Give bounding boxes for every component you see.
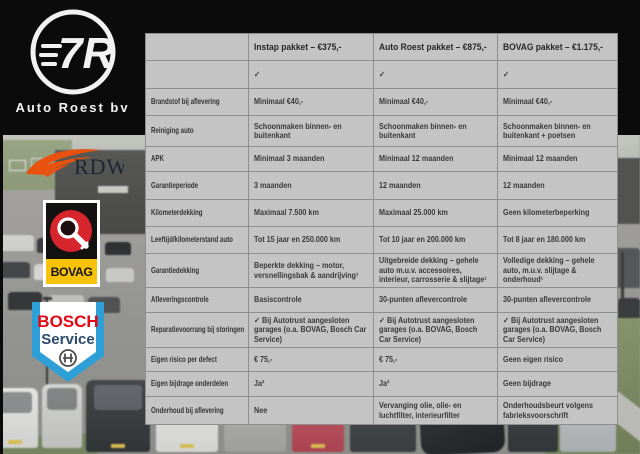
feature-label [146, 288, 249, 313]
feature-cell-text: Tot 8 jaar en 180.000 km [503, 235, 586, 245]
feature-cell [498, 116, 618, 147]
feature-cell [249, 348, 374, 372]
feature-label [146, 348, 249, 372]
feature-label-text: APK [151, 154, 164, 164]
table-row [146, 254, 618, 288]
feature-label [146, 313, 249, 348]
column-header-label: Instap pakket – €375,- [254, 41, 342, 52]
feature-cell-text: Ja² [379, 379, 390, 389]
table-row [146, 348, 618, 372]
feature-cell [249, 89, 374, 116]
feature-cell [498, 89, 618, 116]
feature-cell [498, 397, 618, 425]
feature-cell [249, 172, 374, 200]
feature-cell-text: ✓ [379, 69, 386, 79]
feature-cell [374, 227, 498, 254]
feature-cell [498, 227, 618, 254]
feature-cell [249, 313, 374, 348]
table-row [146, 61, 618, 89]
feature-cell-text: 12 maanden [503, 180, 545, 190]
table-header-row [146, 34, 618, 61]
feature-cell [374, 172, 498, 200]
feature-cell [249, 147, 374, 172]
feature-cell-text: Schoonmaken binnen- en buitenkant [254, 121, 342, 140]
bovag-logo-icon [43, 200, 100, 287]
feature-label-text: Garantiedekking [151, 265, 200, 275]
feature-cell-text: Vervanging olie, olie- en luchtfilter, interieurfilter [379, 401, 462, 420]
bosch-service-logo-icon [32, 302, 104, 387]
feature-cell-text: Ja² [254, 379, 265, 389]
bovag-label: BOVAG [50, 264, 93, 279]
feature-cell [498, 172, 618, 200]
feature-cell-text: Volledige dekking – gehele auto, m.u.v. slijtage & onderhoud¹ [503, 256, 595, 285]
feature-label-text: Garantieperiode [151, 180, 199, 190]
feature-cell [374, 61, 498, 89]
svg-text:BOSCH: BOSCH [37, 312, 99, 331]
auto-roest-brand-block [0, 0, 145, 135]
feature-cell [498, 254, 618, 288]
car-silhouette [0, 388, 38, 448]
package-column-header [374, 34, 498, 61]
feature-label-text: Brandstof bij aflevering [151, 97, 220, 107]
feature-cell [374, 89, 498, 116]
feature-cell-text: Nee [254, 405, 268, 415]
feature-cell [498, 288, 618, 313]
feature-label [146, 147, 249, 172]
feature-cell [374, 313, 498, 348]
car-silhouette [106, 268, 134, 282]
feature-cell-text: Tot 15 jaar en 250.000 km [254, 235, 341, 245]
company-name: Auto Roest bv [15, 100, 130, 115]
car-silhouette [105, 242, 131, 255]
car-silhouette [42, 384, 82, 448]
feature-cell-text: Beperkte dekking – motor, versnellingsbak & aandrijving¹ [254, 261, 359, 280]
svg-text:7R: 7R [57, 29, 114, 78]
feature-cell [374, 348, 498, 372]
feature-cell-text: € 75,- [254, 354, 273, 364]
table-row [146, 200, 618, 227]
feature-cell [498, 348, 618, 372]
feature-cell [498, 147, 618, 172]
table-row [146, 313, 618, 348]
car-silhouette [0, 235, 34, 251]
feature-label [146, 227, 249, 254]
feature-cell-text: 12 maanden [379, 180, 421, 190]
feature-cell [249, 116, 374, 147]
feature-cell [249, 254, 374, 288]
package-column-header [498, 34, 618, 61]
column-header-label: BOVAG pakket – €1.175,- [503, 41, 604, 52]
feature-label-text: Kilometerdekking [151, 208, 203, 218]
feature-label-text: Eigen bijdrage onderdelen [151, 379, 229, 389]
feature-cell [374, 116, 498, 147]
feature-cell [249, 227, 374, 254]
feature-cell-text: 3 maanden [254, 180, 292, 190]
svg-text:RDW: RDW [74, 154, 124, 179]
table-row [146, 372, 618, 397]
package-column-header [249, 34, 374, 61]
feature-cell [249, 397, 374, 425]
feature-cell-text: Geen kilometerbeperking [503, 208, 590, 218]
feature-cell-text: Geen eigen risico [503, 354, 564, 364]
feature-cell-text: 30-punten aflevercontrole [379, 295, 468, 305]
feature-cell-text: Schoonmaken binnen- en buitenkant + poetsen [503, 121, 591, 140]
table-row [146, 172, 618, 200]
feature-label-text: Onderhoud bij aflevering [151, 405, 224, 415]
feature-cell-text: ✓ Bij Autotrust aangesloten garages (o.a. BOVAG, Bosch Car Service) [254, 315, 367, 344]
package-table [145, 33, 618, 425]
feature-cell [498, 372, 618, 397]
feature-cell-text: Tot 10 jaar en 200.000 km [379, 235, 466, 245]
bovag-label-band [46, 259, 97, 284]
feature-cell [374, 288, 498, 313]
feature-cell [374, 200, 498, 227]
svg-text:Service: Service [41, 331, 95, 348]
feature-cell-text: ✓ [503, 69, 510, 79]
feature-cell [249, 288, 374, 313]
feature-cell-text: Minimaal €40,- [254, 97, 304, 107]
feature-label [146, 61, 249, 89]
feature-cell-text: ✓ Bij Autotrust aangesloten garages (o.a. BOVAG, Bosch Car Service) [379, 315, 478, 344]
feature-cell-text: Minimaal €40,- [503, 97, 553, 107]
feature-cell-text: Maximaal 25.000 km [379, 208, 448, 218]
feature-label-text: Leeftijd/kilometerstand auto [151, 235, 233, 245]
feature-label [146, 116, 249, 147]
feature-cell [498, 313, 618, 348]
feature-column-header [146, 34, 249, 61]
auto-roest-logo-icon [27, 6, 119, 98]
table-row [146, 397, 618, 425]
feature-cell-text: Minimaal €40,- [379, 97, 429, 107]
feature-cell-text: Uitgebreide dekking – gehele auto m.u.v. accessoires, interieur, carrosserie & slijtage¹ [379, 256, 487, 285]
feature-cell-text: Minimaal 12 maanden [379, 154, 454, 164]
table-row [146, 116, 618, 147]
feature-cell [498, 200, 618, 227]
car-silhouette [0, 262, 30, 278]
table-row [146, 227, 618, 254]
feature-cell-text: ✓ Bij Autotrust aangesloten garages (o.a. BOVAG, Bosch Car Service) [503, 315, 602, 344]
feature-cell-text: Maximaal 7.500 km [254, 208, 319, 218]
feature-label [146, 89, 249, 116]
feature-label [146, 172, 249, 200]
feature-cell [249, 61, 374, 89]
feature-cell [498, 61, 618, 89]
car-silhouette [86, 380, 150, 452]
feature-label [146, 200, 249, 227]
feature-label-text: Eigen risico per defect [151, 354, 217, 364]
feature-label-text: Afleveringscontrole [151, 295, 209, 305]
column-header-label: Auto Roest pakket – €875,- [379, 41, 487, 52]
feature-cell [374, 372, 498, 397]
rdw-logo-icon [20, 144, 124, 189]
feature-label [146, 372, 249, 397]
feature-label-text: Reparatievoorrang bij storingen [151, 325, 245, 335]
table-row [146, 288, 618, 313]
feature-cell-text: 30-punten aflevercontrole [503, 295, 592, 305]
feature-cell-text: Onderhoudsbeurt volgens fabrieksvoorschrift [503, 401, 594, 420]
feature-cell [249, 200, 374, 227]
table-row [146, 89, 618, 116]
lamp-post [43, 297, 52, 300]
feature-cell-text: ✓ [254, 69, 261, 79]
feature-cell-text: Schoonmaken binnen- en buitenkant [379, 121, 467, 140]
package-comparison [145, 33, 618, 425]
feature-cell [249, 372, 374, 397]
feature-cell [374, 397, 498, 425]
feature-cell-text: Minimaal 12 maanden [503, 154, 578, 164]
feature-label [146, 254, 249, 288]
feature-cell-text: € 75,- [379, 354, 398, 364]
feature-cell-text: Minimaal 3 maanden [254, 154, 325, 164]
feature-cell-text: Geen bijdrage [503, 379, 552, 389]
feature-cell-text: Basiscontrole [254, 295, 302, 305]
feature-label-text: Reiniging auto [151, 126, 194, 136]
feature-label [146, 397, 249, 425]
table-row [146, 147, 618, 172]
feature-cell [374, 147, 498, 172]
feature-cell [374, 254, 498, 288]
